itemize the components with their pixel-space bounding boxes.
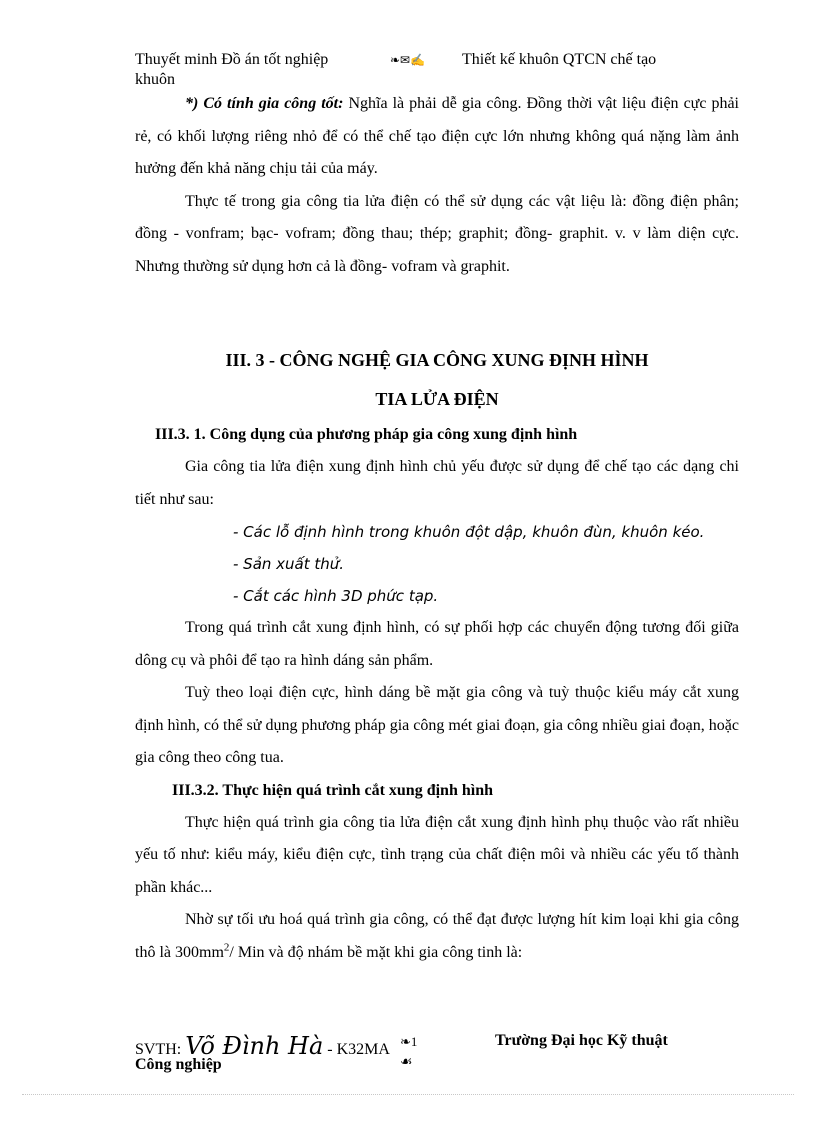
section-title-line2: TIA LỬA ĐIỆN xyxy=(375,389,499,409)
footer-school-cont: Công nghiệp xyxy=(135,1056,222,1073)
list-item: - Sản xuất thử. xyxy=(233,555,345,573)
page-bottom-border xyxy=(22,1094,794,1095)
optimization-text-after: / Min và độ nhám bề mặt khi gia công tinh là: xyxy=(229,943,523,961)
list-item: - Cắt các hình 3D phức tạp. xyxy=(233,587,439,605)
list-item: - Các lỗ định hình trong khuôn đột dập, khuôn đùn, khuôn kéo. xyxy=(233,523,705,541)
paragraph-property xyxy=(135,88,739,186)
paragraph-motion: Trong quá trình cắt xung định hình, có sự phối hợp các chuyển động tương đối giữa dông cụ và phôi để tạo ra hình dáng sản phẩm. xyxy=(135,619,739,669)
header-left-title: Thuyết minh Đồ án tốt nghiệp xyxy=(135,51,329,68)
section-title-line1: III. 3 - CÔNG NGHỆ GIA CÔNG XUNG ĐỊNH HÌNH xyxy=(225,350,649,370)
optimization-text-before: Nhờ sự tối ưu hoá quá trình gia công, có thể đạt được lượng hít kim loại khi gia công thô là 300mm xyxy=(135,911,739,961)
footer-ornament-icon: ❧ xyxy=(400,1034,411,1049)
page-header xyxy=(135,50,735,90)
subsection-heading-1: III.3. 1. Công dụng của phương pháp gia công xung định hình xyxy=(155,426,578,443)
header-ornament-icon: ❧✉✍ xyxy=(390,53,426,67)
property-text: Nghĩa là phải dễ gia công. Đồng thời vật liệu điện cực phải rẻ, có khối lượng riêng nhỏ để có thể chế tạo điện cực lớn nhưng không quá nặng làm ảnh hưởng đến khả năng chịu tải của máy. xyxy=(135,95,739,177)
page-number xyxy=(400,1034,417,1050)
paragraph-optimization xyxy=(135,904,739,969)
property-lead: *) Có tính gia công tốt: xyxy=(185,95,344,112)
paragraph-factors: Thực hiện quá trình gia công tia lửa điện cắt xung định hình phụ thuộc vào rất nhiều yếu tố như: kiểu máy, kiểu điện cực, tình trạng của chất điện môi và nhiều các yếu tố thành phần khác... xyxy=(135,813,739,896)
paragraph-electrode: Tuỳ theo loại điện cực, hình dáng bề mặt gia công và tuỳ thuộc kiểu máy cắt xung định hình, có thể sử dụng phương pháp gia công mét giai đoạn, gia công nhiều giai đoạn, hoặc gia công theo công tua. xyxy=(135,684,739,766)
superscript: 2 xyxy=(223,941,230,954)
paragraph-materials: Thực tế trong gia công tia lửa điện có thể sử dụng các vật liệu là: đồng điện phân; đồng - vonfram; bạc- vofram; đồng thau; thép; graphit; đồng- graphit. v. v làm diện cực. Nhưng thường sử dụng hơn cả là đồng- vofram và graphit. xyxy=(135,192,739,275)
student-class: - K32MA xyxy=(323,1041,390,1058)
subsection-heading-2: III.3.2. Thực hiện quá trình cắt xung định hình xyxy=(172,781,493,799)
header-wrap-text: khuôn xyxy=(135,71,175,88)
header-right-title: Thiết kế khuôn QTCN chế tạo xyxy=(462,51,657,68)
footer-school: Trường Đại học Kỹ thuật xyxy=(495,1032,668,1049)
document-body xyxy=(135,88,739,969)
footer-ornament-bottom-icon: ☙ xyxy=(400,1055,413,1070)
page-number-value: 1 xyxy=(410,1034,418,1049)
svth-label: SVTH: xyxy=(135,1041,182,1058)
student-name: Võ Đình Hà xyxy=(185,1032,324,1060)
paragraph-usage: Gia công tia lửa điện xung định hình chủ yếu được sử dụng để chế tạo các dạng chi tiết như sau: xyxy=(135,458,739,508)
